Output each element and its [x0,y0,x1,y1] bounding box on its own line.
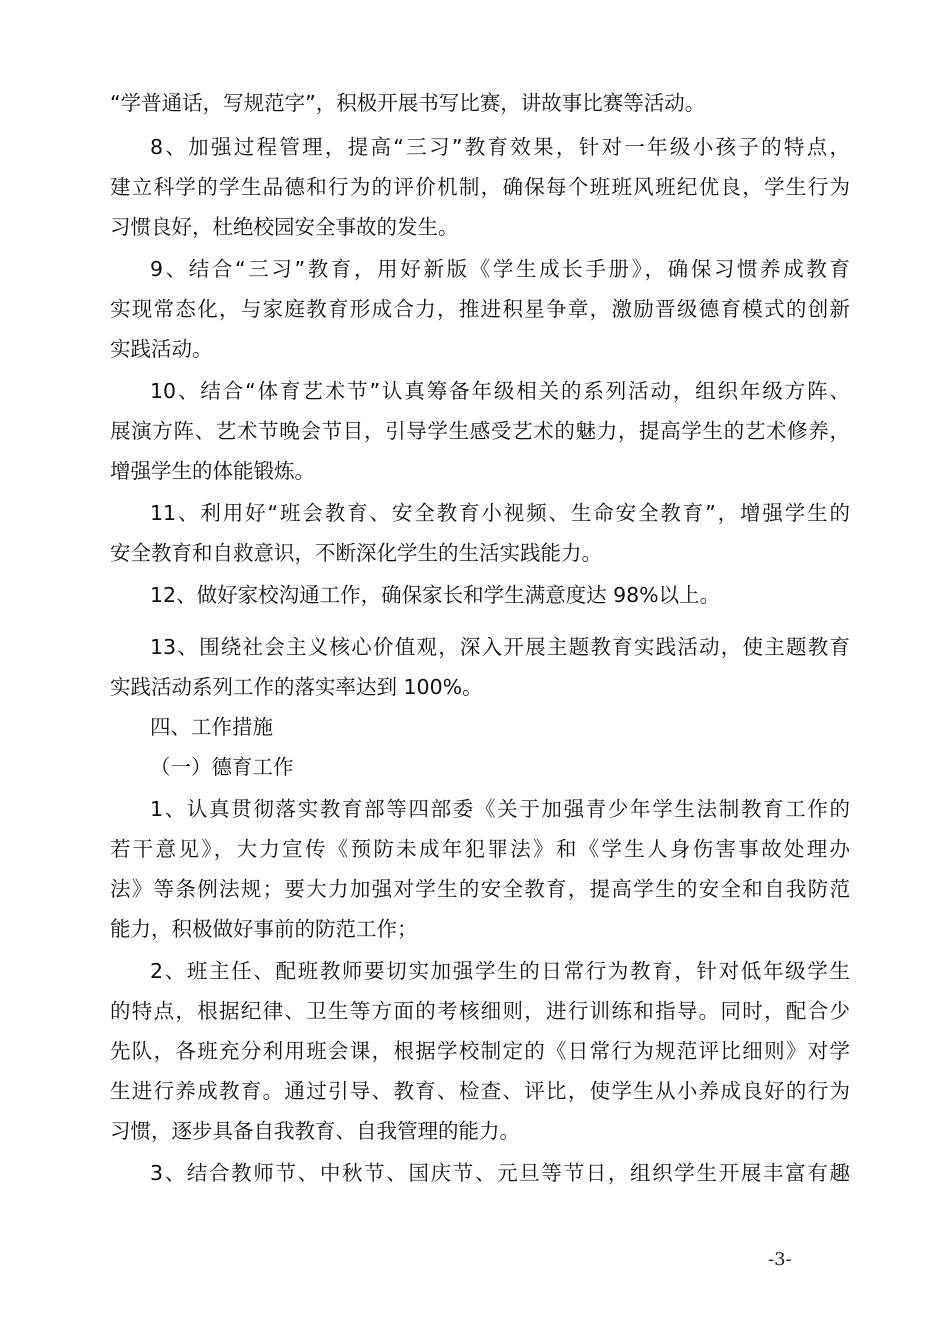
subsection-heading: （一）德育工作 [150,755,294,779]
text-line-18: 1、认真贯彻落实教育部等四部委《关于加强青少年学生法制教育工作的 [150,797,850,821]
text-line-22: 2、班主任、配班教师要切实加强学生的日常行为教育，针对低年级学生 [150,959,850,983]
text-line-1: “学普通话，写规范字”，积极开展书写比赛，讲故事比赛等活动。 [110,91,706,115]
text-line-26: 习惯，逐步具备自我教育、自我管理的能力。 [110,1119,520,1143]
text-line-20: 法》等条例法规；要大力加强对学生的安全教育，提高学生的安全和自我防范 [110,877,850,901]
text-line-4: 习惯良好，杜绝校园安全事故的发生。 [110,215,459,239]
text-line-13: 12、做好家校沟通工作，确保家长和学生满意度达 98%以上。 [150,583,721,607]
text-line-19: 若干意见》，大力宣传《预防未成年犯罪法》和《学生人身伤害事故处理办 [110,837,850,861]
text-line-27: 3、结合教师节、中秋节、国庆节、元旦等节日，组织学生开展丰富有趣 [150,1161,850,1185]
text-line-25: 生进行养成教育。通过引导、教育、检查、评比，使学生从小养成良好的行为 [110,1079,850,1103]
text-line-3: 建立科学的学生品德和行为的评价机制，确保每个班班风班纪优良，学生行为 [110,175,850,199]
text-line-11: 11、利用好“班会教育、安全教育小视频、生命安全教育”，增强学生的 [150,501,850,525]
text-line-14: 13、围绕社会主义核心价值观，深入开展主题教育实践活动，使主题教育 [150,635,850,659]
text-line-23: 的特点，根据纪律、卫生等方面的考核细则，进行训练和指导。同时，配合少 [110,999,850,1023]
text-line-2: 8、加强过程管理，提高“三习”教育效果，针对一年级小孩子的特点， [150,135,850,159]
section-heading: 四、工作措施 [150,715,273,739]
page-number: -3- [768,1249,792,1270]
text-line-5: 9、结合“三习”教育，用好新版《学生成长手册》，确保习惯养成教育 [150,257,850,281]
text-line-10: 增强学生的体能锻炼。 [110,459,315,483]
text-line-15: 实践活动系列工作的落实率达到 100%。 [110,675,483,699]
text-line-9: 展演方阵、艺术节晚会节目，引导学生感受艺术的魅力，提高学生的艺术修养， [110,419,850,443]
text-line-7: 实践活动。 [110,337,213,361]
text-line-24: 先队，各班充分利用班会课，根据学校制定的《日常行为规范评比细则》对学 [110,1039,850,1063]
text-line-12: 安全教育和自救意识，不断深化学生的生活实践能力。 [110,541,602,565]
text-line-8: 10、结合“体育艺术节”认真筹备年级相关的系列活动，组织年级方阵、 [150,379,850,403]
text-line-6: 实现常态化，与家庭教育形成合力，推进积星争章，激励晋级德育模式的创新 [110,297,850,321]
text-line-21: 能力，积极做好事前的防范工作； [110,917,418,941]
